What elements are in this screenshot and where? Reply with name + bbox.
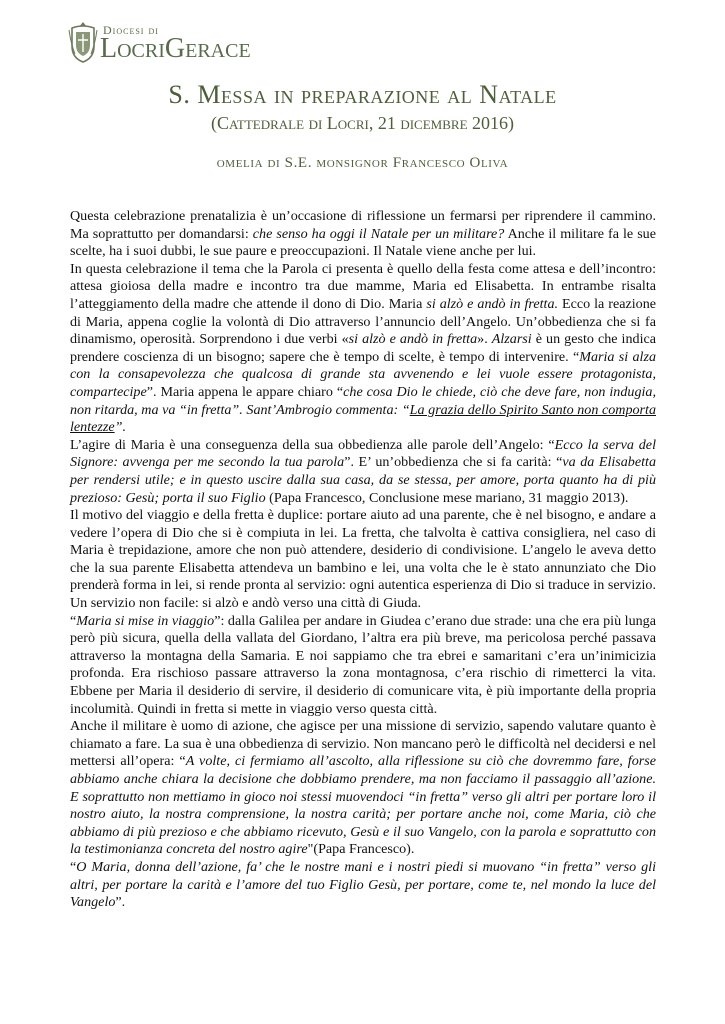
homily-text bbox=[70, 208, 656, 912]
paragraph bbox=[70, 613, 656, 719]
text-run: Anche il militare fa le sue scelte, ha i suoi dubbi, le sue paure e preoccupazioni. Il Natale viene anche per lui. bbox=[70, 225, 656, 260]
text-run: Ecco la serva del Signore: avvenga per me secondo la tua parola bbox=[70, 436, 656, 471]
text-run: ”. bbox=[115, 894, 126, 911]
diocese-logo bbox=[68, 18, 268, 68]
text-run: "(Papa Francesco). bbox=[307, 841, 415, 858]
text-run: Anche il militare è uomo di azione, che agisce per una missione di servizio, sapendo valutare quanto è chiamato a fare. La sua è una obbedienza di servizio. Non mancano però le difficoltà nel decidersi e nel mettersi all’opera: “ bbox=[70, 718, 656, 770]
paragraph bbox=[70, 859, 656, 912]
paragraph bbox=[70, 718, 656, 859]
page-title: S. Messa in preparazione al Natale bbox=[168, 80, 557, 109]
text-run: ”. E’ un’obbedienza che si fa carità: “ bbox=[344, 454, 563, 471]
logo-line-2: LocriGerace bbox=[100, 33, 251, 64]
text-run: “ bbox=[70, 858, 77, 875]
logo-line-1: Diocesi di bbox=[103, 23, 159, 37]
paragraph bbox=[70, 507, 656, 613]
text-run: ». bbox=[477, 331, 492, 348]
text-run: A volte, ci fermiamo all’ascolto, alla riflessione su ciò che dovremmo fare, forse abbiamo anche chiara la decisione che dobbiamo prendere, ma non facciamo il passaggio all’azione. E soprattutto non mettiamo in gioco noi stessi muovendoci “in fretta” verso gli altri per portare loro il nostro aiuto, la nostra comprensione, la nostra carità; per portare anche noi, come Maria, ciò che abbiamo di più prezioso e che abbiamo ricevuto, Gesù e il suo Vangelo, con la parola e soprattutto con la testimonianza concreta del nostro agire bbox=[70, 753, 656, 858]
text-run: Maria si mise in viaggio bbox=[76, 612, 215, 629]
text-run: che cosa Dio le chiede, ciò che deve fare, non indugia, non ritarda, ma va “in fretta”. Sant’Ambrogio commenta: “ bbox=[70, 383, 656, 418]
text-run: va da Elisabetta per rendersi utile; e in questo uscire dalla sua casa, da se stessa, per amore, porta quanto ha di più prezioso: Gesù; porta il suo Figlio bbox=[70, 454, 656, 506]
homily-author: omelia di S.E. monsignor Francesco Oliva bbox=[216, 155, 509, 171]
text-run: O Maria, donna dell’azione, fa’ che le nostre mani e i nostri piedi si muovano “in fretta” verso gli altri, per portare la carità e l’amore del tuo Figlio Gesù, per portare, come te, nel mondo la luce del Vangelo bbox=[70, 858, 656, 911]
coat-of-arms-icon bbox=[68, 20, 98, 64]
text-run: Questa celebrazione prenatalizia è un’occasione di riflessione un fermarsi per riprendere il cammino. Ma soprattutto per domandarsi: bbox=[70, 208, 656, 242]
text-run: In questa celebrazione il tema che la Parola ci presenta è quello della festa come attesa e dell’incontro: attesa gioiosa della madre e incontro tra due mamme, Maria ed Elisabetta. In entrambe risalta l’atteggiamento della madre che attende il dono di Dio. Maria bbox=[70, 260, 656, 312]
text-run: “ bbox=[70, 612, 77, 629]
text-run: Il motivo del viaggio e della fretta è duplice: portare aiuto ad una parente, che è nel bisogno, e andare a vedere l’opera di Dio che si è compiuta in lei. La fretta, che talvolta è cattiva consigliera, nel caso di Maria è trepidazione, amore che non può attendere, desiderio di condivisione. L’angelo le aveva detto che la sua parente Elisabetta attendeva un bambino e lei, una volta che le è stato annunziato che Dio prenderà forma in lei, si rende pronta al servizio: ogni autentica esperienza di Dio si traduce in servizio. Un servizio non facile: si alzò e andò verso una città di Giuda. bbox=[70, 507, 656, 612]
text-run: Ecco la reazione di Maria, appena coglie la volontà di Dio attraverso l’annuncio dell’Angelo. Un’obbedienza che si fa dinamismo, operosità. Sorprendono i due verbi « bbox=[70, 295, 657, 348]
text-run: L’agire di Maria è una conseguenza della sua obbedienza alle parole dell’Angelo: “ bbox=[70, 436, 555, 453]
paragraph bbox=[70, 261, 656, 437]
text-run: La grazia dello Spirito Santo non comporta lentezze bbox=[70, 401, 656, 436]
paragraph bbox=[70, 208, 656, 261]
text-run: è un gesto che indica prendere coscienza di un bisogno; sapere che è tempo di scelte, è tempo di intervenire. “ bbox=[70, 331, 656, 365]
text-run: Maria si alza con la consapevolezza che qualcosa di grande sta avvenendo e lei vuole essere protagonista, compartecipe bbox=[70, 348, 656, 400]
page-subtitle: (Cattedrale di Locri, 21 dicembre 2016) bbox=[210, 113, 515, 133]
text-run: si alzò e andò in fretta. bbox=[426, 295, 559, 312]
text-run: che senso ha oggi il Natale per un militare? bbox=[252, 225, 505, 242]
paragraph bbox=[70, 437, 656, 507]
text-run: si alzò e andò in fretta bbox=[348, 331, 478, 348]
text-run: Alzarsi bbox=[491, 331, 532, 348]
text-run: (Papa Francesco, Conclusione mese mariano, 31 maggio 2013). bbox=[265, 489, 629, 506]
text-run: ”. bbox=[114, 419, 126, 436]
text-run: ”: dalla Galilea per andare in Giudea c’erano due strade: una che era più lunga però più sicura, quella della vallata del Giordano, l’altra era più breve, ma pericolosa perché passava attraverso la montagna della Samaria. E noi sappiamo che tra ebrei e samaritani c’era un’inimicizia profonda. Era rischioso passare attraverso la zona montagnosa, c’era rischio di rimetterci la vita. Ebbene per Maria il desiderio di servire, il desiderio di comunicare vita, è più importante della propria incolumità. Quindi in fretta si mette in viaggio verso questa città. bbox=[70, 612, 656, 717]
text-run: ”. Maria appena le appare chiaro “ bbox=[146, 383, 344, 400]
